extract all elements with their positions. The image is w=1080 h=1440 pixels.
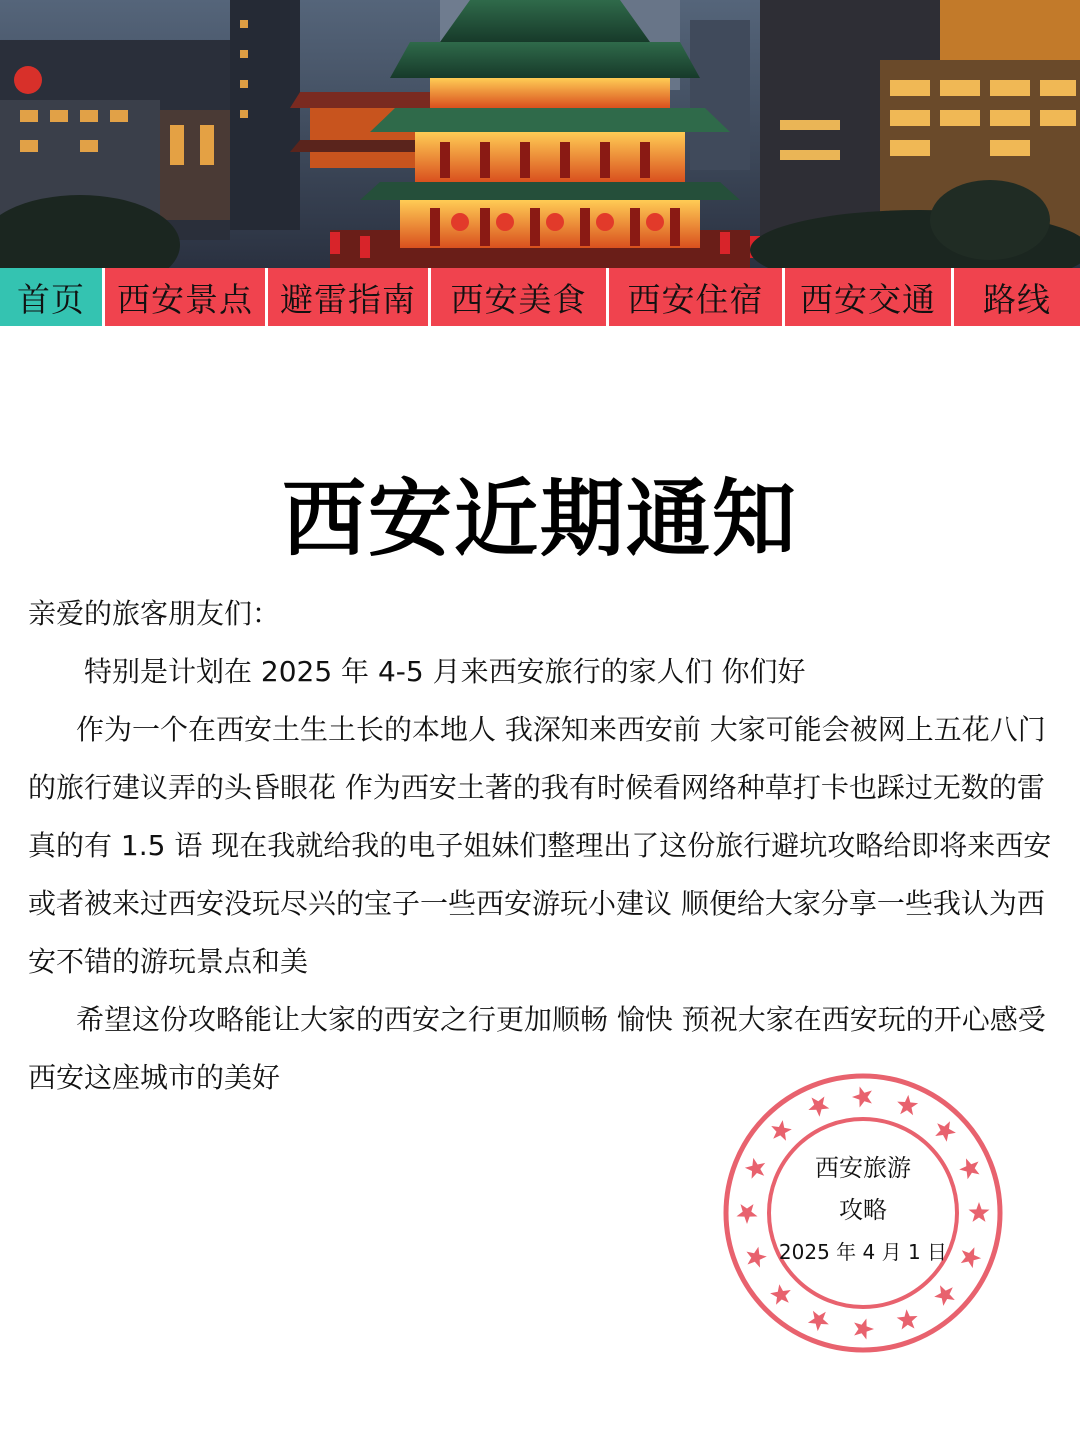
- seal-date: 2025 年 4 月 1 日: [778, 1240, 948, 1264]
- official-seal: [722, 1072, 1004, 1354]
- notice-letter: [28, 585, 1068, 1107]
- tab-routes[interactable]: 路线: [954, 268, 1080, 326]
- seal-star-icon: [897, 1095, 918, 1115]
- hero-photo: [0, 0, 1080, 268]
- tab-lodging[interactable]: 西安住宿: [609, 268, 782, 326]
- tab-attractions[interactable]: 西安景点: [105, 268, 265, 326]
- page-title: 西安近期通知: [281, 470, 798, 568]
- seal-star-icon: [808, 1311, 829, 1331]
- seal-star-icon: [935, 1121, 956, 1142]
- seal-star-icon: [771, 1120, 792, 1141]
- letter-paragraph: 特别是计划在 2025 年 4-5 月来西安旅行的家人们 你们好: [84, 655, 806, 688]
- letter-paragraph: 希望这份攻略能让大家的西安之行更加顺畅 愉快 预祝大家在西安玩的开心感受西安这座城市的美好: [28, 1003, 1046, 1094]
- seal-star-icon: [854, 1319, 874, 1340]
- letter-paragraph: 作为一个在西安土生土长的本地人 我深知来西安前 大家可能会被网上五花八门的旅行建议弄的头昏眼花 作为西安土著的我有时候看网络种草打卡也踩过无数的雷 真的有 1.5 语 现在我就给我的电子姐妹们整理出了这份旅行避坑攻略给即将来西安或者被来过西安没玩尽兴的宝子一些西安游玩小建议 顺便给大家分享一些我认为西安不错的游玩景点和美: [28, 713, 1052, 978]
- tab-pitfall-guide[interactable]: 避雷指南: [268, 268, 428, 326]
- tab-home[interactable]: 首页: [0, 268, 102, 326]
- seal-subtitle: 攻略: [839, 1196, 887, 1224]
- seal-star-icon: [852, 1087, 872, 1108]
- tab-transport[interactable]: 西安交通: [785, 268, 951, 326]
- tab-food[interactable]: 西安美食: [431, 268, 606, 326]
- seal-star-icon: [897, 1309, 918, 1329]
- seal-star-icon: [934, 1285, 955, 1306]
- letter-greeting: 亲爱的旅客朋友们：: [28, 597, 281, 630]
- drum-tower-night-image: [0, 0, 1080, 268]
- seal-star-icon: [808, 1097, 829, 1117]
- seal-title: 西安旅游: [815, 1154, 911, 1182]
- seal-star-icon: [770, 1284, 791, 1305]
- nav-tabs: [0, 268, 1080, 326]
